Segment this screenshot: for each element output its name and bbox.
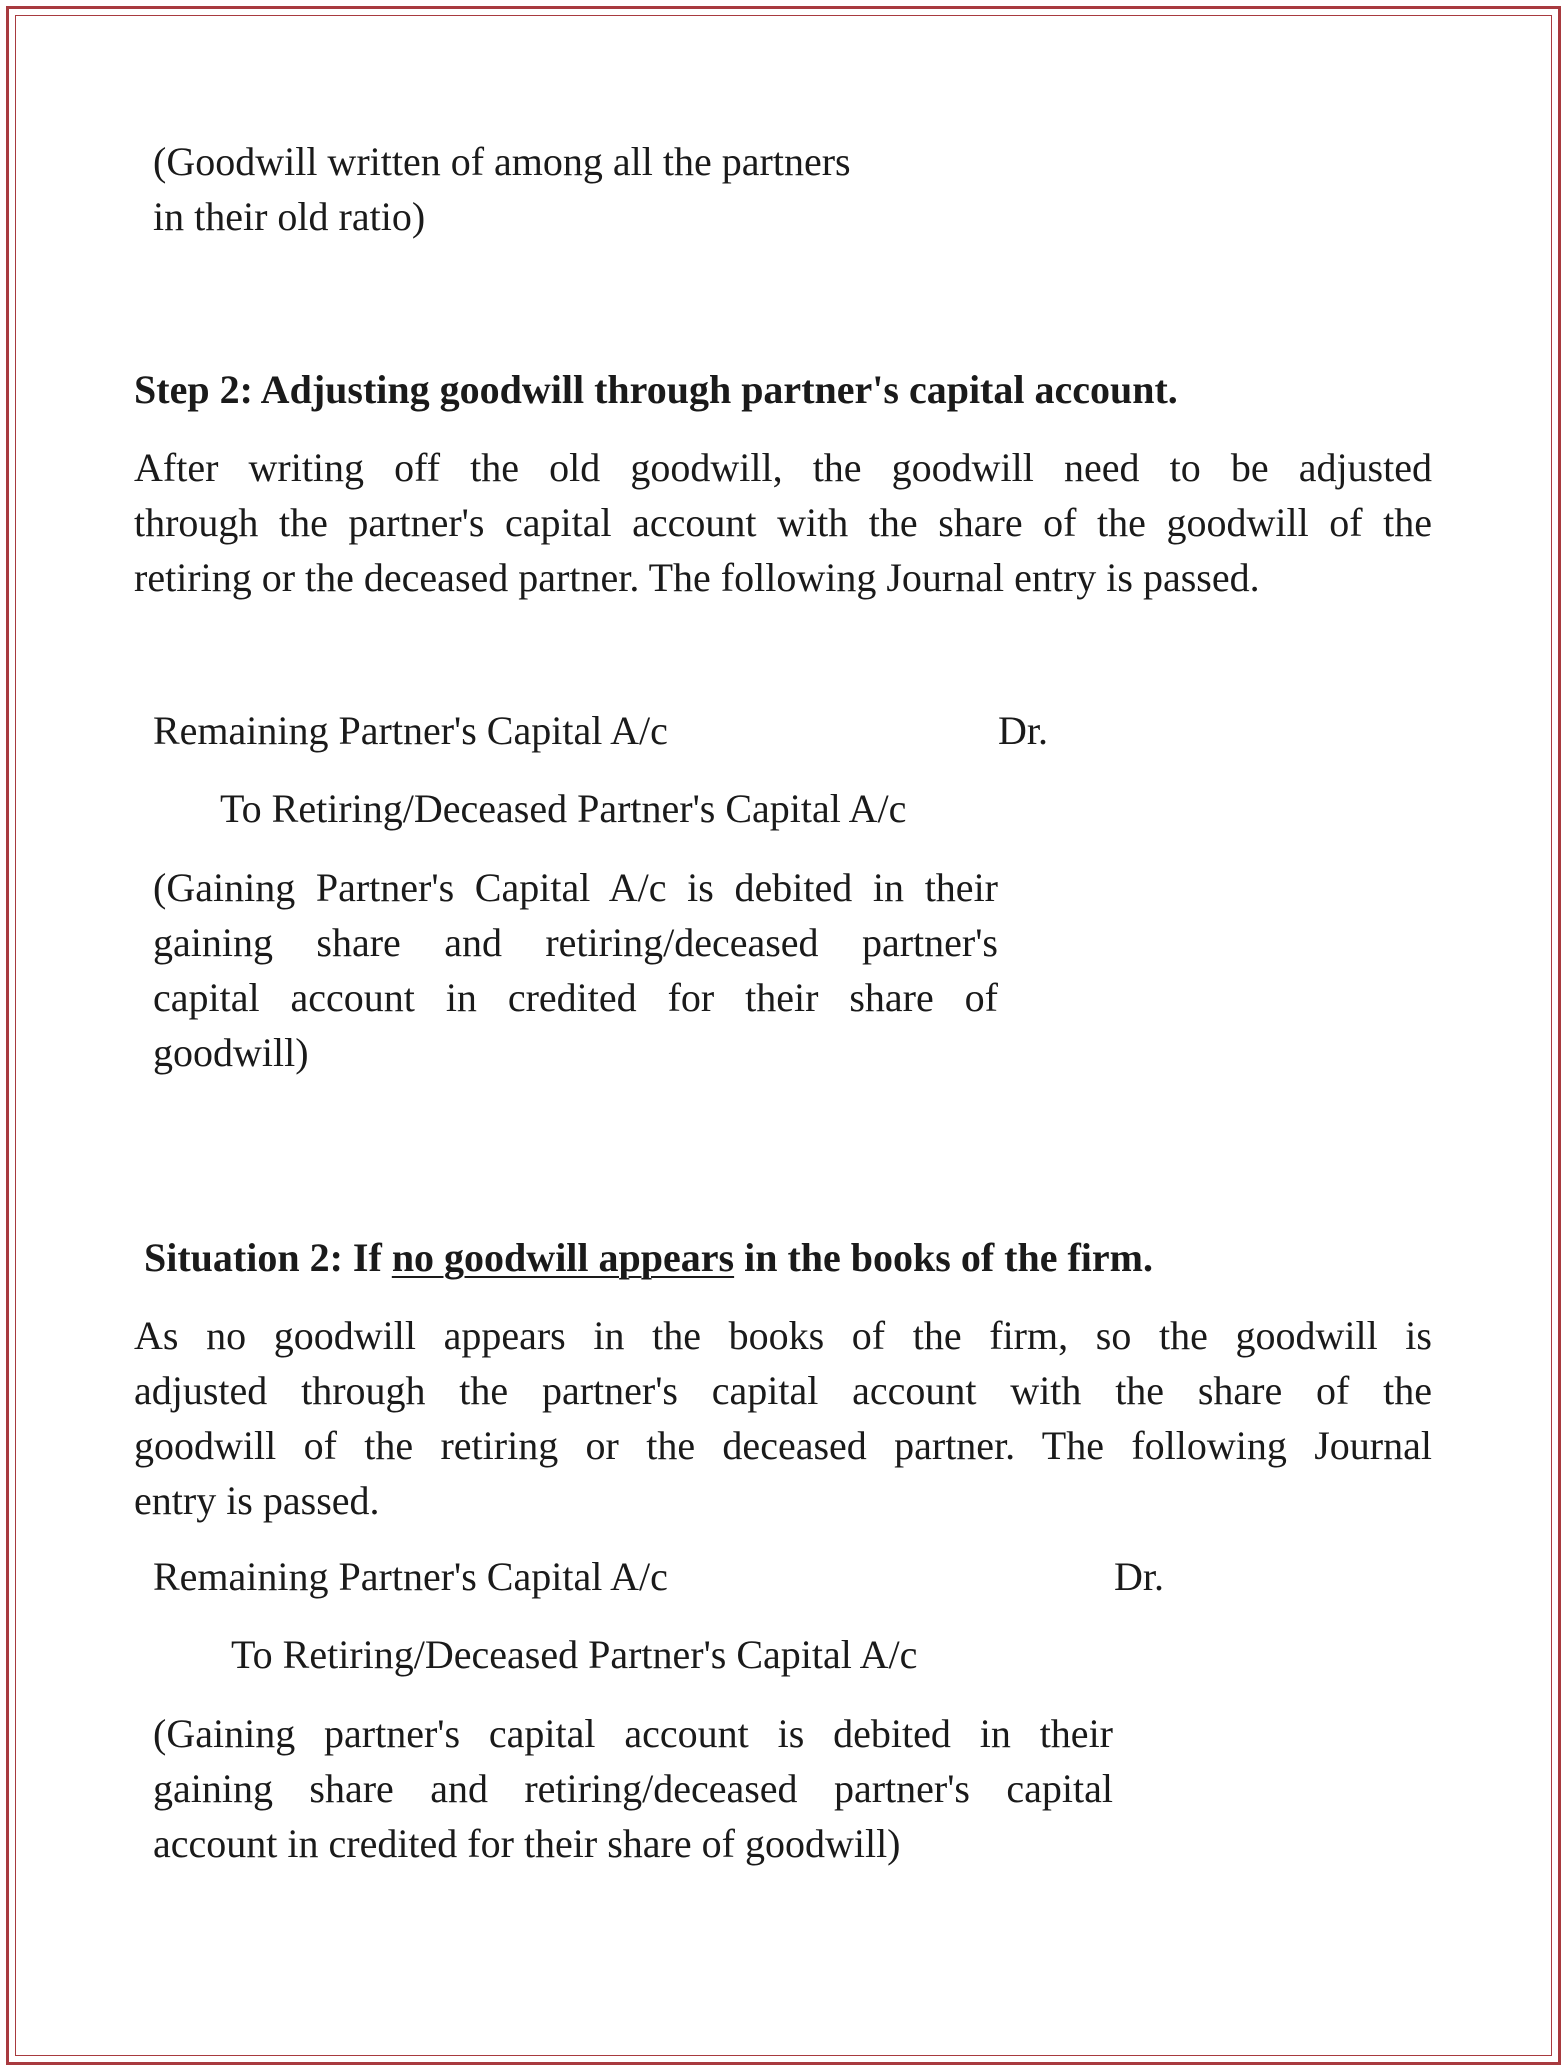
situation2-narration-line: account in credited for their share of goodwill)	[153, 1821, 901, 1866]
step2-narration-line: gaining share and retiring/deceased partner's	[153, 920, 998, 965]
situation2-heading-suffix: in the books of the firm.	[734, 1235, 1153, 1280]
situation2-entry-debit: Remaining Partner's Capital A/c	[153, 1554, 668, 1599]
situation2-para-line: adjusted through the partner's capital account with the share of the	[134, 1368, 1432, 1413]
step2-para-line: retiring or the deceased partner. The following Journal entry is passed.	[134, 555, 1260, 600]
top-note-line-1: (Goodwill written of among all the partners	[153, 139, 851, 184]
step2-narration-line: (Gaining Partner's Capital A/c is debited in their	[153, 865, 998, 910]
step2-entry-debit: Remaining Partner's Capital A/c	[153, 708, 668, 753]
step2-narration	[153, 860, 998, 1080]
situation2-para-line: entry is passed.	[134, 1478, 380, 1523]
step2-para-line: After writing off the old goodwill, the goodwill need to be adjusted	[134, 445, 1432, 490]
step2-para-line: through the partner's capital account with the share of the goodwill of the	[134, 500, 1432, 545]
situation2-narration-line: (Gaining partner's capital account is debited in their	[153, 1711, 1113, 1756]
situation2-heading	[144, 1230, 1153, 1285]
situation2-heading-underlined: no goodwill appears	[391, 1235, 735, 1280]
step2-paragraph	[134, 440, 1432, 605]
step2-entry-credit: To Retiring/Deceased Partner's Capital A/c	[220, 786, 907, 831]
top-note-line-2: in their old ratio)	[153, 194, 426, 239]
situation2-para-line: goodwill of the retiring or the deceased partner. The following Journal	[134, 1423, 1432, 1468]
situation2-para-line: As no goodwill appears in the books of the firm, so the goodwill is	[134, 1313, 1432, 1358]
step2-narration-line: capital account in credited for their share of	[153, 975, 998, 1020]
step2-heading: Step 2: Adjusting goodwill through partner's capital account.	[134, 367, 1178, 412]
situation2-heading-prefix: Situation 2: If	[144, 1235, 392, 1280]
situation2-paragraph	[134, 1308, 1432, 1528]
step2-entry-dr: Dr.	[998, 708, 1048, 753]
situation2-narration-line: gaining share and retiring/deceased partner's capital	[153, 1766, 1113, 1811]
situation2-entry-dr: Dr.	[1114, 1554, 1164, 1599]
situation2-entry-credit: To Retiring/Deceased Partner's Capital A/c	[231, 1632, 918, 1677]
situation2-narration	[153, 1706, 1113, 1871]
step2-narration-line: goodwill)	[153, 1030, 309, 1075]
